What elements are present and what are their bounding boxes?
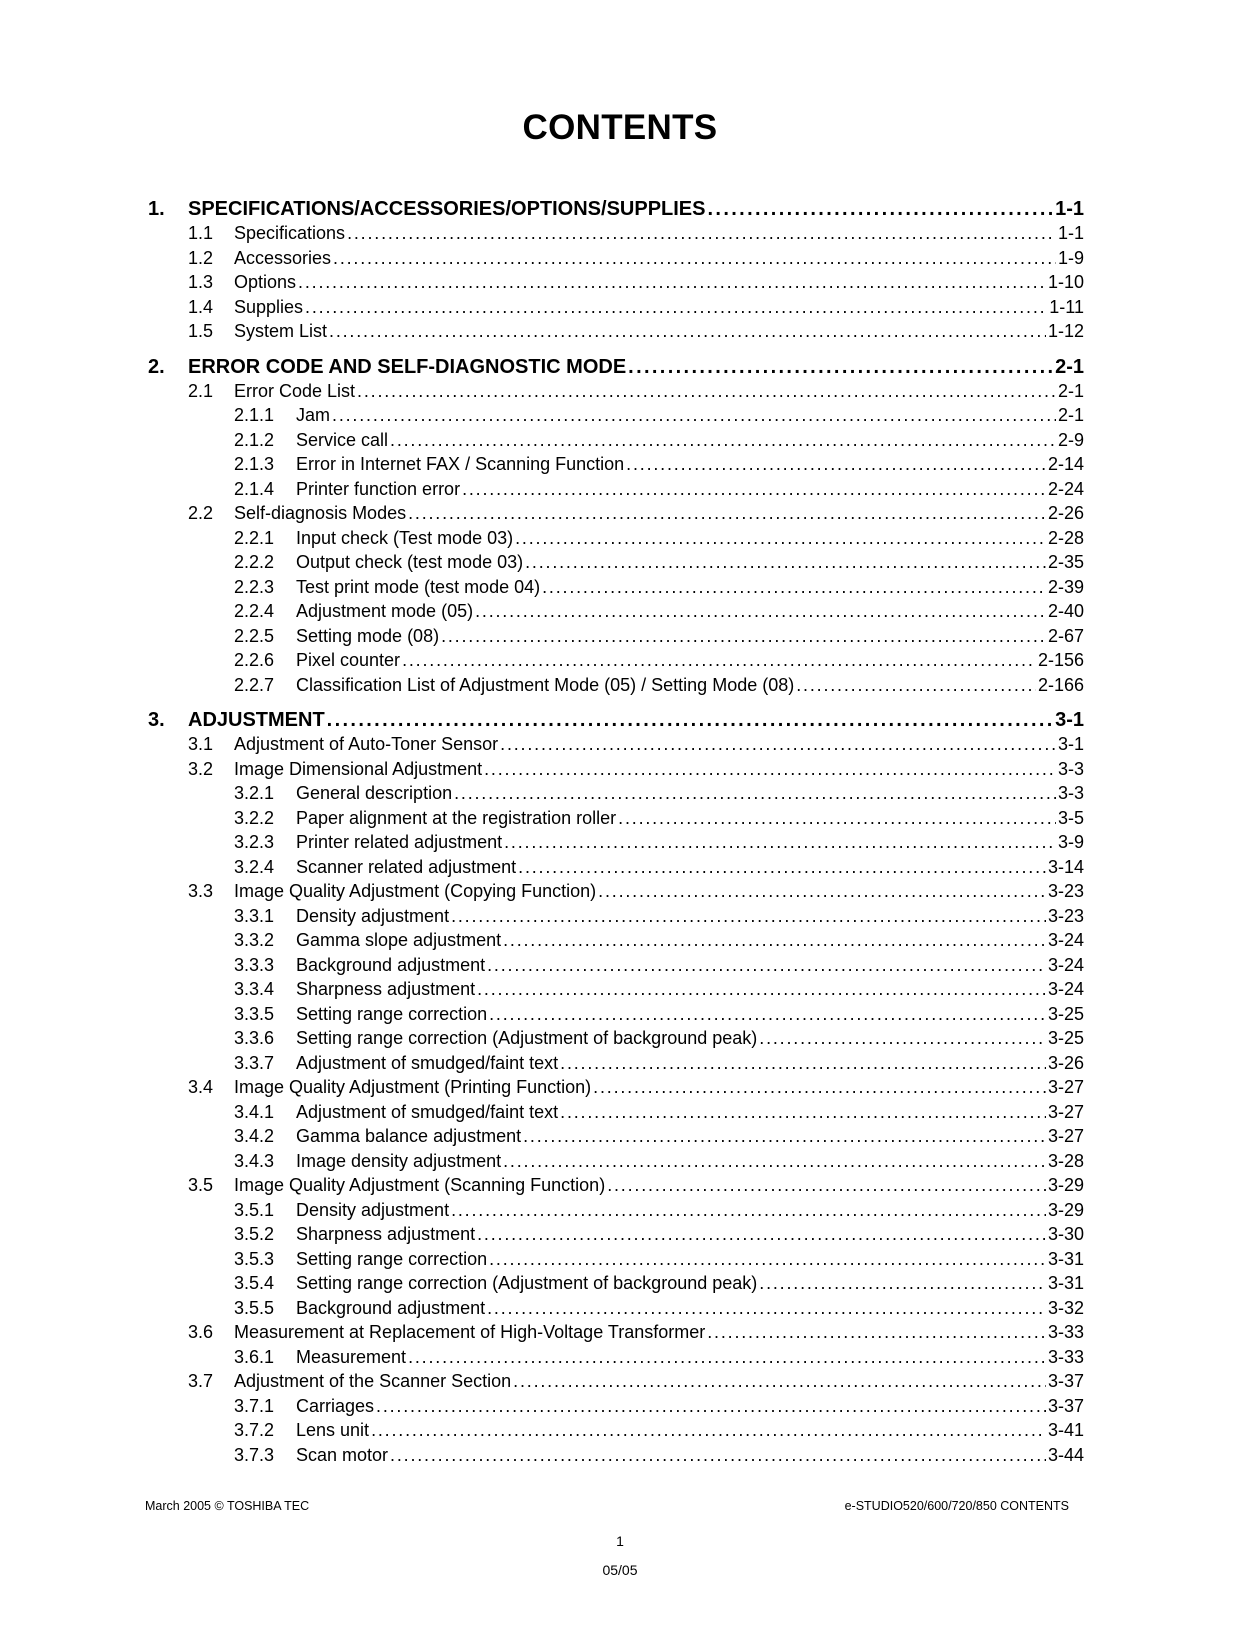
toc-entry-page: 3-3 bbox=[1057, 758, 1084, 779]
toc-entry-page: 3-29 bbox=[1047, 1199, 1084, 1220]
dot-leader bbox=[484, 759, 1056, 780]
dot-leader bbox=[489, 1004, 1046, 1025]
toc-entry-page: 1-9 bbox=[1057, 247, 1084, 268]
toc-subsection-entry[interactable] bbox=[148, 528, 1084, 553]
toc-entry-number: 2.1.2 bbox=[234, 429, 275, 450]
toc-entry-title: Specifications bbox=[234, 223, 346, 243]
toc-entry-title: Setting range correction (Adjustment of background peak) bbox=[296, 1028, 758, 1048]
toc-entry-page: 3-27 bbox=[1047, 1126, 1084, 1146]
toc-entry-title: Background adjustment bbox=[296, 1297, 486, 1318]
dot-leader bbox=[518, 857, 1046, 878]
dot-leader bbox=[475, 601, 1046, 622]
toc-entry-page: 3-33 bbox=[1047, 1322, 1084, 1342]
dot-leader bbox=[462, 479, 1046, 500]
toc-entry-number: 1.5 bbox=[188, 321, 214, 341]
toc-section-entry[interactable] bbox=[148, 1175, 1084, 1200]
toc-entry-page: 1-10 bbox=[1047, 272, 1084, 292]
dot-leader bbox=[357, 381, 1056, 402]
toc-entry-title: Jam bbox=[296, 405, 331, 425]
dot-leader bbox=[708, 198, 1054, 221]
dot-leader bbox=[454, 783, 1056, 804]
toc-entry-title: Adjustment of the Scanner Section bbox=[234, 1371, 512, 1391]
toc-section-entry[interactable] bbox=[148, 321, 1084, 346]
toc-entry-page: 3-25 bbox=[1047, 1003, 1084, 1024]
toc-chapter-entry[interactable] bbox=[148, 198, 1084, 223]
toc-entry-number: 3.3.5 bbox=[234, 1003, 275, 1024]
toc-subsection-entry[interactable] bbox=[148, 601, 1084, 626]
toc-subsection-entry[interactable] bbox=[148, 1298, 1084, 1323]
dot-leader bbox=[618, 808, 1056, 829]
toc-entry-page: 2-1 bbox=[1055, 355, 1084, 378]
toc-section-entry[interactable] bbox=[148, 297, 1084, 322]
toc-entry-number: 2.2.6 bbox=[234, 650, 275, 670]
toc-subsection-entry[interactable] bbox=[148, 783, 1084, 808]
toc-entry-number: 3.7.1 bbox=[234, 1395, 275, 1416]
toc-entry-title: Classification List of Adjustment Mode (05) / Setting Mode (08) bbox=[296, 674, 795, 695]
toc-entry-page: 3-27 bbox=[1047, 1101, 1084, 1122]
toc-entry-page: 2-28 bbox=[1047, 527, 1084, 548]
dot-leader bbox=[408, 1347, 1046, 1368]
toc-entry-number: 3.3.3 bbox=[234, 954, 275, 975]
toc-entry-number: 3.5.2 bbox=[234, 1224, 275, 1244]
dot-leader bbox=[376, 1396, 1046, 1417]
toc-entry-title: Input check (Test mode 03) bbox=[296, 527, 514, 548]
toc-entry-page: 3-23 bbox=[1047, 905, 1084, 926]
toc-entry-page: 1-1 bbox=[1055, 198, 1084, 220]
toc-entry-title: Sharpness adjustment bbox=[296, 979, 476, 999]
toc-entry-number: 3.3 bbox=[188, 881, 214, 901]
toc-entry-number: 3.7 bbox=[188, 1371, 214, 1391]
footer-copyright: March 2005 © TOSHIBA TEC bbox=[145, 1499, 310, 1513]
toc-subsection-entry[interactable] bbox=[148, 1151, 1084, 1176]
toc-entry-title: Setting range correction bbox=[296, 1248, 488, 1269]
dot-leader bbox=[305, 297, 1047, 318]
dot-leader bbox=[451, 1200, 1046, 1221]
dot-leader bbox=[327, 709, 1053, 732]
toc-entry-title: Setting mode (08) bbox=[296, 625, 440, 646]
toc-entry-number: 2. bbox=[148, 355, 165, 378]
toc-entry-title: Background adjustment bbox=[296, 954, 486, 975]
page-title: CONTENTS bbox=[522, 108, 718, 147]
toc-entry-number: 3.5.4 bbox=[234, 1273, 275, 1293]
toc-entry-title: Printer related adjustment bbox=[296, 832, 503, 852]
table-of-contents bbox=[148, 198, 1084, 1469]
toc-subsection-entry[interactable] bbox=[148, 1102, 1084, 1127]
toc-entry-number: 2.2.5 bbox=[234, 625, 275, 646]
dot-leader bbox=[298, 272, 1046, 293]
toc-entry-page: 3-1 bbox=[1055, 709, 1084, 731]
toc-entry-page: 2-156 bbox=[1037, 650, 1084, 670]
dot-leader bbox=[477, 1224, 1046, 1245]
toc-entry-page: 3-24 bbox=[1047, 954, 1084, 975]
toc-entry-title: Gamma slope adjustment bbox=[296, 930, 502, 950]
toc-entry-number: 3.2.2 bbox=[234, 807, 275, 828]
toc-entry-title: Printer function error bbox=[296, 478, 461, 499]
toc-entry-number: 3. bbox=[148, 709, 165, 731]
dot-leader bbox=[542, 577, 1046, 598]
toc-subsection-entry[interactable] bbox=[148, 552, 1084, 577]
toc-subsection-entry[interactable] bbox=[148, 906, 1084, 931]
toc-entry-number: 3.3.4 bbox=[234, 979, 275, 999]
dot-leader bbox=[607, 1175, 1046, 1196]
toc-entry-title: Scanner related adjustment bbox=[296, 856, 517, 877]
toc-entry-title: Carriages bbox=[296, 1395, 375, 1416]
toc-entry-number: 3.3.2 bbox=[234, 930, 275, 950]
toc-entry-title: Image Dimensional Adjustment bbox=[234, 758, 483, 779]
dot-leader bbox=[408, 503, 1046, 524]
toc-entry-page: 3-31 bbox=[1047, 1248, 1084, 1269]
toc-entry-page: 2-40 bbox=[1047, 601, 1084, 621]
toc-entry-title: Sharpness adjustment bbox=[296, 1224, 476, 1244]
dot-leader bbox=[503, 1151, 1046, 1172]
toc-entry-number: 2.2.4 bbox=[234, 601, 275, 621]
toc-entry-title: Test print mode (test mode 04) bbox=[296, 576, 541, 597]
toc-entry-page: 2-35 bbox=[1047, 552, 1084, 572]
toc-entry-number: 2.2.1 bbox=[234, 527, 275, 548]
toc-entry-number: 3.6 bbox=[188, 1322, 214, 1342]
toc-entry-number: 3.7.2 bbox=[234, 1420, 275, 1440]
toc-entry-title: Setting range correction bbox=[296, 1003, 488, 1024]
toc-entry-number: 2.1 bbox=[188, 380, 214, 401]
toc-entry-number: 2.1.3 bbox=[234, 454, 275, 474]
toc-entry-number: 3.2.1 bbox=[234, 783, 275, 803]
toc-section-entry[interactable] bbox=[148, 734, 1084, 759]
toc-entry-number: 3.6.1 bbox=[234, 1346, 275, 1367]
toc-entry-number: 1. bbox=[148, 198, 165, 220]
toc-entry-page: 3-29 bbox=[1047, 1175, 1084, 1195]
toc-entry-title: Error in Internet FAX / Scanning Function bbox=[296, 454, 625, 474]
toc-entry-number: 3.3.7 bbox=[234, 1052, 275, 1073]
dot-leader bbox=[329, 321, 1046, 342]
toc-entry-title: Image Quality Adjustment (Copying Function) bbox=[234, 881, 597, 901]
toc-entry-number: 3.5.5 bbox=[234, 1297, 275, 1318]
toc-section-entry[interactable] bbox=[148, 1077, 1084, 1102]
dot-leader bbox=[560, 1053, 1046, 1074]
toc-entry-number: 1.1 bbox=[188, 223, 214, 243]
toc-subsection-entry[interactable] bbox=[148, 675, 1084, 700]
toc-section-entry[interactable] bbox=[148, 272, 1084, 297]
toc-section-entry[interactable] bbox=[148, 759, 1084, 784]
toc-entry-number: 3.4 bbox=[188, 1077, 214, 1097]
toc-entry-page: 3-30 bbox=[1047, 1224, 1084, 1244]
toc-entry-title: General description bbox=[296, 783, 453, 803]
toc-entry-title: Measurement at Replacement of High-Voltage Transformer bbox=[234, 1322, 706, 1342]
toc-subsection-entry[interactable] bbox=[148, 857, 1084, 882]
dot-leader bbox=[390, 1445, 1046, 1466]
toc-entry-number: 2.2.3 bbox=[234, 576, 275, 597]
toc-entry-title: Image density adjustment bbox=[296, 1150, 502, 1171]
toc-entry-number: 2.2.7 bbox=[234, 674, 275, 695]
dot-leader bbox=[626, 454, 1046, 475]
toc-entry-number: 1.3 bbox=[188, 272, 214, 292]
toc-subsection-entry[interactable] bbox=[148, 1004, 1084, 1029]
toc-entry-title: Scan motor bbox=[296, 1444, 389, 1465]
dot-leader bbox=[347, 223, 1056, 244]
toc-entry-number: 1.4 bbox=[188, 296, 214, 317]
toc-entry-page: 3-44 bbox=[1047, 1444, 1084, 1465]
dot-leader bbox=[560, 1102, 1046, 1123]
toc-entry-page: 2-1 bbox=[1057, 380, 1084, 401]
toc-subsection-entry[interactable] bbox=[148, 1347, 1084, 1372]
toc-entry-title: Density adjustment bbox=[296, 905, 450, 926]
toc-entry-page: 3-37 bbox=[1047, 1371, 1084, 1391]
toc-entry-page: 3-25 bbox=[1047, 1028, 1084, 1048]
toc-entry-page: 2-39 bbox=[1047, 576, 1084, 597]
toc-entry-page: 3-9 bbox=[1057, 832, 1084, 852]
toc-entry-title: Pixel counter bbox=[296, 650, 401, 670]
toc-entry-title: Service call bbox=[296, 429, 389, 450]
dot-leader bbox=[332, 405, 1056, 426]
toc-entry-number: 3.4.1 bbox=[234, 1101, 275, 1122]
toc-entry-title: Error Code List bbox=[234, 380, 356, 401]
toc-subsection-entry[interactable] bbox=[148, 1273, 1084, 1298]
toc-subsection-entry[interactable] bbox=[148, 832, 1084, 857]
toc-entry-title: Gamma balance adjustment bbox=[296, 1126, 522, 1146]
toc-entry-page: 2-26 bbox=[1047, 503, 1084, 523]
toc-entry-title: Accessories bbox=[234, 247, 332, 268]
dot-leader bbox=[628, 356, 1053, 379]
toc-entry-number: 3.2 bbox=[188, 758, 214, 779]
toc-subsection-entry[interactable] bbox=[148, 1028, 1084, 1053]
toc-entry-number: 3.4.3 bbox=[234, 1150, 275, 1171]
toc-entry-number: 2.2.2 bbox=[234, 552, 275, 572]
toc-entry-page: 3-24 bbox=[1047, 979, 1084, 999]
toc-entry-title: SPECIFICATIONS/ACCESSORIES/OPTIONS/SUPPLIES bbox=[188, 198, 706, 220]
toc-entry-page: 3-28 bbox=[1047, 1150, 1084, 1171]
toc-entry-number: 3.2.4 bbox=[234, 856, 275, 877]
toc-subsection-entry[interactable] bbox=[148, 1224, 1084, 1249]
toc-entry-title: Density adjustment bbox=[296, 1199, 450, 1220]
dot-leader bbox=[504, 832, 1056, 853]
toc-subsection-entry[interactable] bbox=[148, 479, 1084, 504]
toc-entry-page: 3-23 bbox=[1047, 881, 1084, 901]
dot-leader bbox=[402, 650, 1036, 671]
toc-subsection-entry[interactable] bbox=[148, 405, 1084, 430]
dot-leader bbox=[489, 1249, 1046, 1270]
toc-entry-title: Paper alignment at the registration roller bbox=[296, 807, 617, 828]
toc-subsection-entry[interactable] bbox=[148, 1249, 1084, 1274]
toc-entry-title: Image Quality Adjustment (Scanning Function) bbox=[234, 1175, 606, 1195]
toc-chapter-entry[interactable] bbox=[148, 709, 1084, 734]
toc-entry-title: Self-diagnosis Modes bbox=[234, 503, 407, 523]
toc-section-entry[interactable] bbox=[148, 503, 1084, 528]
toc-entry-title: Setting range correction (Adjustment of background peak) bbox=[296, 1273, 758, 1293]
dot-leader bbox=[487, 1298, 1046, 1319]
toc-subsection-entry[interactable] bbox=[148, 930, 1084, 955]
toc-subsection-entry[interactable] bbox=[148, 650, 1084, 675]
toc-subsection-entry[interactable] bbox=[148, 1053, 1084, 1078]
toc-entry-page: 2-67 bbox=[1047, 625, 1084, 646]
toc-entry-title: Supplies bbox=[234, 296, 304, 317]
toc-entry-page: 2-24 bbox=[1047, 478, 1084, 499]
toc-subsection-entry[interactable] bbox=[148, 1420, 1084, 1445]
toc-entry-page: 3-1 bbox=[1057, 734, 1084, 754]
dot-leader bbox=[451, 906, 1046, 927]
toc-entry-title: Adjustment of Auto-Toner Sensor bbox=[234, 734, 499, 754]
toc-entry-title: Adjustment of smudged/faint text bbox=[296, 1052, 559, 1073]
toc-entry-page: 3-5 bbox=[1057, 807, 1084, 828]
toc-entry-number: 3.1 bbox=[188, 734, 214, 754]
toc-entry-title: Options bbox=[234, 272, 297, 292]
toc-entry-number: 3.3.6 bbox=[234, 1028, 275, 1048]
dot-leader bbox=[333, 248, 1056, 269]
toc-subsection-entry[interactable] bbox=[148, 1126, 1084, 1151]
toc-entry-title: Image Quality Adjustment (Printing Function) bbox=[234, 1077, 592, 1097]
toc-entry-page: 3-3 bbox=[1057, 783, 1084, 803]
dot-leader bbox=[759, 1273, 1046, 1294]
dot-leader bbox=[523, 1126, 1046, 1147]
dot-leader bbox=[598, 881, 1046, 902]
toc-subsection-entry[interactable] bbox=[148, 626, 1084, 651]
dot-leader bbox=[390, 430, 1056, 451]
toc-entry-title: ADJUSTMENT bbox=[188, 709, 325, 731]
revision-date: 05/05 bbox=[602, 1562, 638, 1578]
toc-entry-number: 2.1.4 bbox=[234, 478, 275, 499]
toc-entry-number: 3.3.1 bbox=[234, 905, 275, 926]
dot-leader bbox=[371, 1420, 1046, 1441]
toc-entry-page: 1-1 bbox=[1057, 223, 1084, 243]
toc-entry-page: 3-14 bbox=[1047, 856, 1084, 877]
dot-leader bbox=[477, 979, 1046, 1000]
toc-entry-title: ERROR CODE AND SELF-DIAGNOSTIC MODE bbox=[188, 355, 627, 378]
toc-entry-page: 2-1 bbox=[1057, 405, 1084, 425]
toc-entry-page: 3-26 bbox=[1047, 1052, 1084, 1073]
toc-subsection-entry[interactable] bbox=[148, 1396, 1084, 1421]
dot-leader bbox=[707, 1322, 1046, 1343]
toc-entry-number: 3.5 bbox=[188, 1175, 214, 1195]
toc-entry-number: 2.1.1 bbox=[234, 405, 275, 425]
page-number: 1 bbox=[616, 1533, 624, 1549]
dot-leader bbox=[487, 955, 1046, 976]
toc-entry-number: 3.7.3 bbox=[234, 1444, 275, 1465]
toc-section-entry[interactable] bbox=[148, 223, 1084, 248]
dot-leader bbox=[525, 552, 1046, 573]
toc-section-entry[interactable] bbox=[148, 881, 1084, 906]
toc-entry-title: Lens unit bbox=[296, 1420, 370, 1440]
toc-entry-page: 3-37 bbox=[1047, 1395, 1084, 1416]
toc-entry-page: 2-9 bbox=[1057, 429, 1084, 450]
toc-section-entry[interactable] bbox=[148, 381, 1084, 406]
toc-section-entry[interactable] bbox=[148, 1371, 1084, 1396]
toc-entry-title: Adjustment of smudged/faint text bbox=[296, 1101, 559, 1122]
toc-subsection-entry[interactable] bbox=[148, 577, 1084, 602]
toc-section-entry[interactable] bbox=[148, 1322, 1084, 1347]
toc-entry-title: Measurement bbox=[296, 1346, 407, 1367]
toc-entry-title: System List bbox=[234, 321, 328, 341]
toc-entry-number: 2.2 bbox=[188, 503, 214, 523]
dot-leader bbox=[515, 528, 1046, 549]
dot-leader bbox=[503, 930, 1046, 951]
toc-chapter-entry[interactable] bbox=[148, 356, 1084, 381]
footer-document-title: e-STUDIO520/600/720/850 CONTENTS bbox=[844, 1499, 1069, 1513]
toc-entry-number: 3.5.1 bbox=[234, 1199, 275, 1220]
toc-subsection-entry[interactable] bbox=[148, 1445, 1084, 1470]
toc-subsection-entry[interactable] bbox=[148, 979, 1084, 1004]
toc-subsection-entry[interactable] bbox=[148, 808, 1084, 833]
dot-leader bbox=[796, 675, 1036, 696]
dot-leader bbox=[500, 734, 1056, 755]
dot-leader bbox=[441, 626, 1046, 647]
toc-entry-title: Output check (test mode 03) bbox=[296, 552, 524, 572]
dot-leader bbox=[513, 1371, 1046, 1392]
toc-entry-page: 3-27 bbox=[1047, 1077, 1084, 1097]
toc-section-entry[interactable] bbox=[148, 248, 1084, 273]
toc-entry-number: 1.2 bbox=[188, 247, 214, 268]
toc-entry-number: 3.5.3 bbox=[234, 1248, 275, 1269]
toc-subsection-entry[interactable] bbox=[148, 955, 1084, 980]
toc-entry-page: 3-32 bbox=[1047, 1297, 1084, 1318]
toc-entry-number: 3.4.2 bbox=[234, 1126, 275, 1146]
toc-entry-page: 2-14 bbox=[1047, 454, 1084, 474]
dot-leader bbox=[593, 1077, 1046, 1098]
dot-leader bbox=[759, 1028, 1046, 1049]
toc-entry-page: 1-11 bbox=[1049, 296, 1084, 317]
toc-subsection-entry[interactable] bbox=[148, 1200, 1084, 1225]
toc-entry-page: 3-31 bbox=[1047, 1273, 1084, 1293]
toc-entry-page: 3-24 bbox=[1047, 930, 1084, 950]
toc-entry-page: 3-33 bbox=[1047, 1346, 1084, 1367]
toc-entry-number: 3.2.3 bbox=[234, 832, 275, 852]
toc-subsection-entry[interactable] bbox=[148, 454, 1084, 479]
toc-entry-page: 1-12 bbox=[1047, 321, 1084, 341]
toc-entry-page: 2-166 bbox=[1037, 674, 1084, 695]
toc-subsection-entry[interactable] bbox=[148, 430, 1084, 455]
toc-entry-page: 3-41 bbox=[1047, 1420, 1084, 1440]
toc-entry-title: Adjustment mode (05) bbox=[296, 601, 474, 621]
